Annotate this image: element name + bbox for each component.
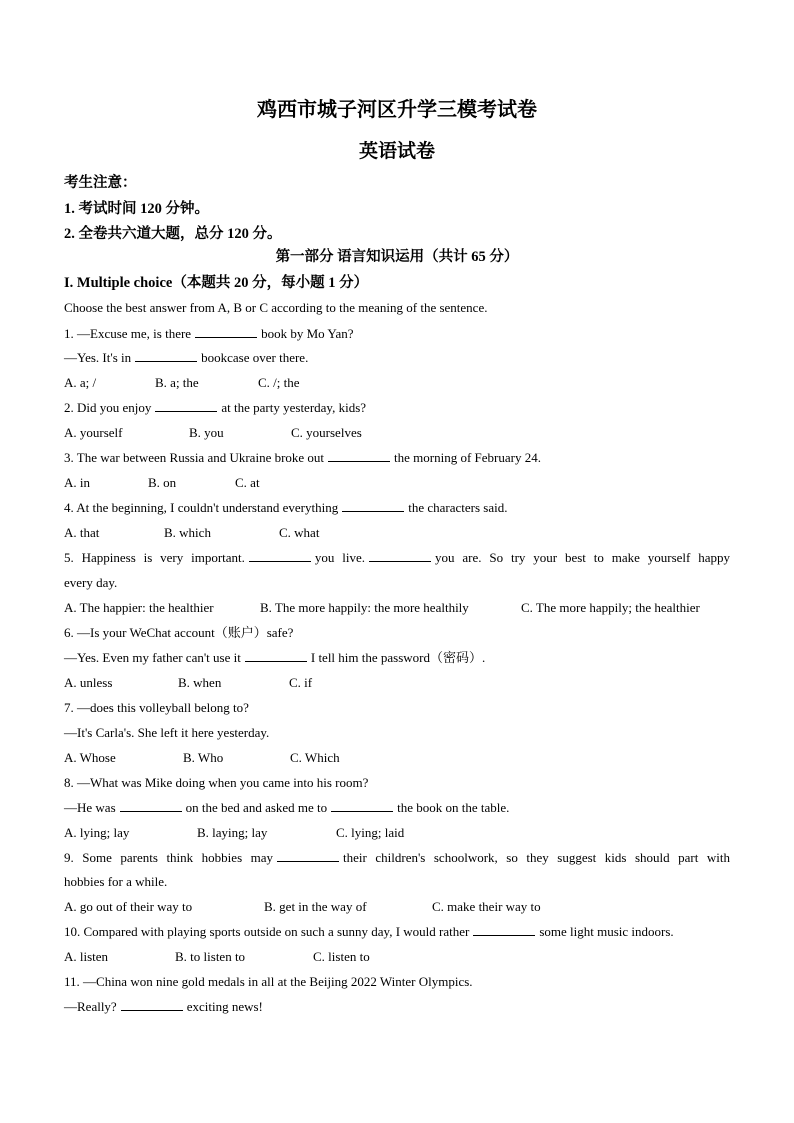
answer-blank — [473, 924, 535, 936]
option-c: C. what — [279, 525, 320, 540]
question-7-reply: —It's Carla's. She left it here yesterday. — [64, 725, 270, 740]
question-text: 3. The war between Russia and Ukraine broke out — [64, 450, 325, 465]
option-a: A. Whose — [64, 750, 116, 765]
question-text: book by Mo Yan? — [261, 326, 354, 341]
option-c: C. at — [235, 475, 260, 490]
answer-blank — [245, 650, 307, 662]
question-9-stem-cont: hobbies for a while. — [64, 874, 168, 889]
option-b: B. The more happily: the more healthily — [260, 600, 469, 615]
option-b: B. you — [189, 425, 224, 440]
option-a: A. The happier: the healthier — [64, 600, 214, 615]
question-text: 5. Happiness is very important. — [64, 550, 245, 565]
question-8-reply — [64, 800, 509, 816]
question-text: the characters said. — [408, 500, 508, 515]
answer-blank — [328, 450, 390, 462]
notice-item-2: 2. 全卷共六道大题，总分 120 分。 — [64, 226, 282, 242]
question-text: I tell him the password（密码）. — [310, 650, 486, 665]
question-8-stem: 8. —What was Mike doing when you came into his room? — [64, 775, 369, 790]
answer-blank — [277, 850, 339, 862]
question-11-reply — [64, 999, 263, 1015]
answer-blank — [369, 550, 431, 562]
question-6-reply — [64, 650, 485, 666]
option-c: C. yourselves — [291, 425, 362, 440]
question-text: 10. Compared with playing sports outside on such a sunny day, I would rather — [64, 924, 470, 939]
option-b: B. laying; lay — [197, 825, 268, 840]
notice-item-1: 1. 考试时间 120 分钟。 — [64, 201, 209, 217]
answer-blank — [249, 550, 311, 562]
option-b: B. a; the — [155, 375, 199, 390]
option-b: B. get in the way of — [264, 899, 367, 914]
question-text: the book on the table. — [397, 800, 510, 815]
option-a: A. go out of their way to — [64, 899, 193, 914]
question-text: at the party yesterday, kids? — [221, 400, 367, 415]
option-c: C. make their way to — [432, 899, 541, 914]
option-b: B. when — [178, 675, 222, 690]
option-a: A. lying; lay — [64, 825, 130, 840]
question-4-stem — [64, 500, 507, 516]
option-c: C. The more happily; the healthier — [521, 600, 700, 615]
option-c: C. /; the — [258, 375, 300, 390]
answer-blank — [342, 500, 404, 512]
option-a: A. that — [64, 525, 100, 540]
option-b: B. on — [148, 475, 177, 490]
answer-blank — [120, 800, 182, 812]
option-a: A. in — [64, 475, 90, 490]
question-text: you are. So try your best to make yourself happy — [435, 550, 730, 565]
answer-blank — [195, 326, 257, 338]
option-a: A. listen — [64, 949, 109, 964]
question-3-stem — [64, 450, 541, 466]
exam-title: 鸡西市城子河区升学三模考试卷 — [257, 99, 537, 121]
question-5-stem-cont: every day. — [64, 575, 118, 590]
question-text: 1. —Excuse me, is there — [64, 326, 192, 341]
answer-blank — [155, 400, 217, 412]
question-text: —He was — [64, 800, 116, 815]
question-text: you live. — [314, 550, 366, 565]
option-b: B. to listen to — [175, 949, 246, 964]
option-a: A. yourself — [64, 425, 123, 440]
section-instruction: Choose the best answer from A, B or C according to the meaning of the sentence. — [64, 300, 488, 315]
answer-blank — [135, 350, 197, 362]
option-c: C. if — [289, 675, 313, 690]
option-a: A. unless — [64, 675, 113, 690]
question-10-stem — [64, 924, 674, 940]
option-b: B. Who — [183, 750, 224, 765]
option-c: C. Which — [290, 750, 340, 765]
option-c: C. listen to — [313, 949, 370, 964]
question-1-stem — [64, 326, 354, 342]
question-text: —Yes. It's in — [64, 350, 132, 365]
question-6-stem: 6. —Is your WeChat account（账户）safe? — [64, 625, 294, 640]
question-text: the morning of February 24. — [394, 450, 541, 465]
question-text: exciting news! — [186, 999, 263, 1014]
question-text: their children's schoolwork, so they suggest kids should part with — [343, 850, 730, 865]
question-9-stem — [64, 850, 730, 866]
answer-blank — [121, 999, 183, 1011]
section-heading: I. Multiple choice（本题共 20 分，每小题 1 分） — [64, 275, 369, 291]
question-5-stem — [64, 550, 730, 566]
question-text: 9. Some parents think hobbies may — [64, 850, 274, 865]
option-b: B. which — [164, 525, 211, 540]
question-text: on the bed and asked me to — [185, 800, 328, 815]
question-2-stem — [64, 400, 366, 416]
notice-heading: 考生注意： — [64, 175, 137, 191]
exam-subtitle: 英语试卷 — [358, 141, 435, 162]
question-11-stem: 11. —China won nine gold medals in all at the Beijing 2022 Winter Olympics. — [64, 974, 473, 989]
question-text: —Yes. Even my father can't use it — [64, 650, 241, 665]
question-1-reply — [64, 350, 308, 366]
question-text: some light music indoors. — [539, 924, 674, 939]
answer-blank — [331, 800, 393, 812]
option-c: C. lying; laid — [336, 825, 405, 840]
question-text: —Really? — [64, 999, 117, 1014]
part-heading: 第一部分 语言知识运用（共计 65 分） — [275, 249, 519, 265]
question-text: 2. Did you enjoy — [64, 400, 152, 415]
question-7-stem: 7. —does this volleyball belong to? — [64, 700, 249, 715]
question-text: 4. At the beginning, I couldn't understand everything — [64, 500, 339, 515]
question-text: bookcase over there. — [201, 350, 309, 365]
option-a: A. a; / — [64, 375, 97, 390]
